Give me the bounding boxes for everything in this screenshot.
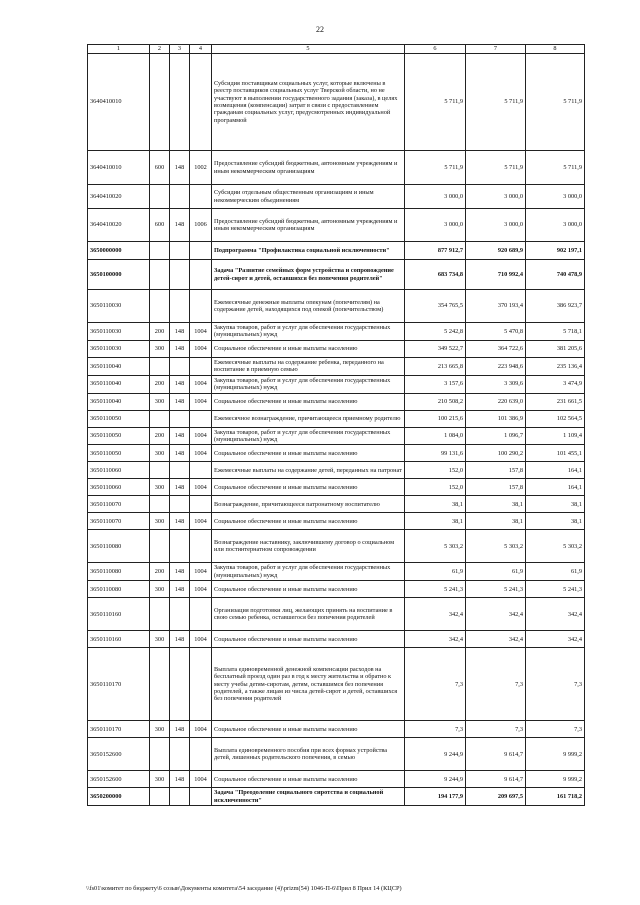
section-code-cell: 1004	[190, 445, 212, 462]
amount-year-1-cell: 354 765,5	[405, 290, 466, 323]
amount-year-2-cell: 61,9	[466, 563, 526, 581]
expense-type-cell	[150, 410, 170, 427]
section-code-cell: 1006	[190, 209, 212, 242]
section-code-cell	[190, 357, 212, 375]
expense-type-cell: 300	[150, 513, 170, 530]
description-cell: Ежемесячные выплаты на содержание ребенка, переданного на воспитание в приемную семью	[212, 357, 405, 375]
header-cell: 2	[150, 45, 170, 54]
table-row	[88, 462, 585, 479]
admin-code-cell	[170, 410, 190, 427]
description-cell: Закупка товаров, работ и услуг для обеспечения государственных (муниципальных) нужд	[212, 427, 405, 445]
table-row	[88, 598, 585, 631]
section-code-cell: 1004	[190, 513, 212, 530]
amount-year-1-cell: 3 000,0	[405, 185, 466, 209]
table-row	[88, 631, 585, 648]
admin-code-cell: 148	[170, 209, 190, 242]
amount-year-2-cell: 364 722,6	[466, 340, 526, 357]
page-number: 22	[316, 25, 324, 34]
budget-code-cell: 3650110040	[88, 357, 150, 375]
amount-year-1-cell: 683 734,8	[405, 260, 466, 290]
admin-code-cell	[170, 54, 190, 151]
table-row	[88, 581, 585, 598]
budget-code-cell: 3640410010	[88, 151, 150, 185]
table-row	[88, 563, 585, 581]
description-cell: Социальное обеспечение и иные выплаты населению	[212, 393, 405, 410]
amount-year-1-cell: 194 177,9	[405, 788, 466, 806]
expense-type-cell: 300	[150, 721, 170, 738]
section-code-cell: 1004	[190, 427, 212, 445]
amount-year-2-cell: 5 241,3	[466, 581, 526, 598]
expense-type-cell	[150, 290, 170, 323]
expense-type-cell	[150, 462, 170, 479]
budget-code-cell: 3650110050	[88, 410, 150, 427]
section-code-cell	[190, 410, 212, 427]
table-row	[88, 357, 585, 375]
budget-code-cell: 3650110030	[88, 340, 150, 357]
amount-year-3-cell: 235 136,4	[526, 357, 585, 375]
amount-year-2-cell: 38,1	[466, 513, 526, 530]
section-code-cell	[190, 260, 212, 290]
description-cell: Субсидии отдельным общественным организациям и иным некоммерческим объединениям	[212, 185, 405, 209]
budget-code-cell: 3650000000	[88, 242, 150, 260]
amount-year-2-cell: 920 689,9	[466, 242, 526, 260]
budget-code-cell: 3650110070	[88, 496, 150, 513]
amount-year-2-cell: 223 948,6	[466, 357, 526, 375]
amount-year-1-cell: 213 665,8	[405, 357, 466, 375]
expense-type-cell: 300	[150, 393, 170, 410]
amount-year-1-cell: 1 084,0	[405, 427, 466, 445]
description-cell: Социальное обеспечение и иные выплаты населению	[212, 513, 405, 530]
amount-year-3-cell: 5 241,3	[526, 581, 585, 598]
admin-code-cell	[170, 738, 190, 771]
header-cell: 6	[405, 45, 466, 54]
description-cell: Социальное обеспечение и иные выплаты населению	[212, 721, 405, 738]
admin-code-cell	[170, 598, 190, 631]
amount-year-3-cell: 5 711,9	[526, 54, 585, 151]
amount-year-3-cell: 7,3	[526, 648, 585, 721]
description-cell: Задача "Преодоление социального сиротства и социальной исключенности"	[212, 788, 405, 806]
expense-type-cell	[150, 260, 170, 290]
section-code-cell	[190, 185, 212, 209]
admin-code-cell: 148	[170, 393, 190, 410]
description-cell: Закупка товаров, работ и услуг для обеспечения государственных (муниципальных) нужд	[212, 375, 405, 393]
amount-year-1-cell: 349 522,7	[405, 340, 466, 357]
table-row	[88, 530, 585, 563]
amount-year-2-cell: 5 711,9	[466, 54, 526, 151]
table-row	[88, 445, 585, 462]
description-cell: Социальное обеспечение и иные выплаты населению	[212, 340, 405, 357]
amount-year-2-cell: 5 470,8	[466, 323, 526, 341]
section-code-cell	[190, 738, 212, 771]
table-row	[88, 375, 585, 393]
table-row	[88, 393, 585, 410]
amount-year-1-cell: 342,4	[405, 598, 466, 631]
amount-year-3-cell: 38,1	[526, 496, 585, 513]
section-code-cell: 1004	[190, 581, 212, 598]
description-cell: Социальное обеспечение и иные выплаты населению	[212, 771, 405, 788]
admin-code-cell: 148	[170, 771, 190, 788]
admin-code-cell: 148	[170, 563, 190, 581]
amount-year-1-cell: 38,1	[405, 496, 466, 513]
amount-year-3-cell: 161 718,2	[526, 788, 585, 806]
amount-year-3-cell: 5 303,2	[526, 530, 585, 563]
admin-code-cell: 148	[170, 151, 190, 185]
admin-code-cell: 148	[170, 375, 190, 393]
table-row	[88, 54, 585, 151]
section-code-cell	[190, 462, 212, 479]
amount-year-3-cell: 3 474,9	[526, 375, 585, 393]
section-code-cell: 1004	[190, 393, 212, 410]
amount-year-3-cell: 902 197,1	[526, 242, 585, 260]
section-code-cell	[190, 530, 212, 563]
amount-year-3-cell: 386 923,7	[526, 290, 585, 323]
table-row	[88, 290, 585, 323]
amount-year-1-cell: 3 000,0	[405, 209, 466, 242]
table-row	[88, 340, 585, 357]
amount-year-1-cell: 7,3	[405, 721, 466, 738]
amount-year-3-cell: 7,3	[526, 721, 585, 738]
amount-year-1-cell: 152,0	[405, 462, 466, 479]
section-code-cell: 1004	[190, 340, 212, 357]
section-code-cell	[190, 242, 212, 260]
table-row	[88, 410, 585, 427]
description-cell: Ежемесячное вознаграждение, причитающееся приемному родителю	[212, 410, 405, 427]
budget-code-cell: 3640410010	[88, 54, 150, 151]
amount-year-1-cell: 9 244,9	[405, 738, 466, 771]
table-row	[88, 788, 585, 806]
amount-year-2-cell: 101 386,9	[466, 410, 526, 427]
amount-year-2-cell: 7,3	[466, 721, 526, 738]
amount-year-3-cell: 164,1	[526, 462, 585, 479]
section-code-cell	[190, 788, 212, 806]
budget-code-cell: 3650100000	[88, 260, 150, 290]
admin-code-cell: 148	[170, 479, 190, 496]
admin-code-cell	[170, 357, 190, 375]
section-code-cell: 1004	[190, 631, 212, 648]
section-code-cell: 1004	[190, 563, 212, 581]
description-cell: Закупка товаров, работ и услуг для обеспечения государственных (муниципальных) нужд	[212, 323, 405, 341]
amount-year-3-cell: 5 718,1	[526, 323, 585, 341]
section-code-cell	[190, 290, 212, 323]
admin-code-cell	[170, 260, 190, 290]
expense-type-cell	[150, 530, 170, 563]
budget-code-cell: 3650110170	[88, 721, 150, 738]
admin-code-cell: 148	[170, 631, 190, 648]
amount-year-2-cell: 3 309,6	[466, 375, 526, 393]
admin-code-cell: 148	[170, 513, 190, 530]
table-row	[88, 323, 585, 341]
budget-code-cell: 3650152600	[88, 771, 150, 788]
header-cell: 4	[190, 45, 212, 54]
amount-year-3-cell: 38,1	[526, 513, 585, 530]
budget-code-cell: 3650110160	[88, 631, 150, 648]
amount-year-3-cell: 102 564,5	[526, 410, 585, 427]
section-code-cell	[190, 648, 212, 721]
admin-code-cell	[170, 530, 190, 563]
admin-code-cell: 148	[170, 721, 190, 738]
amount-year-1-cell: 210 508,2	[405, 393, 466, 410]
admin-code-cell	[170, 290, 190, 323]
amount-year-2-cell: 9 614,7	[466, 738, 526, 771]
section-code-cell: 1004	[190, 479, 212, 496]
amount-year-3-cell: 3 000,0	[526, 185, 585, 209]
budget-code-cell: 3650110080	[88, 563, 150, 581]
amount-year-1-cell: 7,3	[405, 648, 466, 721]
amount-year-1-cell: 5 711,9	[405, 54, 466, 151]
description-cell: Социальное обеспечение и иные выплаты населению	[212, 445, 405, 462]
budget-table	[87, 44, 585, 806]
expense-type-cell: 200	[150, 563, 170, 581]
table-row	[88, 185, 585, 209]
expense-type-cell	[150, 185, 170, 209]
amount-year-1-cell: 5 711,9	[405, 151, 466, 185]
amount-year-1-cell: 5 241,3	[405, 581, 466, 598]
amount-year-1-cell: 38,1	[405, 513, 466, 530]
amount-year-1-cell: 877 912,7	[405, 242, 466, 260]
amount-year-2-cell: 342,4	[466, 631, 526, 648]
amount-year-2-cell: 100 290,2	[466, 445, 526, 462]
description-cell: Вознаграждение наставнику, заключившему договор о социальном или постинтернатном сопровождении	[212, 530, 405, 563]
expense-type-cell: 300	[150, 581, 170, 598]
budget-code-cell: 3650110030	[88, 323, 150, 341]
table-row	[88, 771, 585, 788]
amount-year-3-cell: 231 661,5	[526, 393, 585, 410]
table-row	[88, 479, 585, 496]
budget-code-cell: 3650110080	[88, 581, 150, 598]
table-row	[88, 427, 585, 445]
table-row	[88, 738, 585, 771]
header-cell: 3	[170, 45, 190, 54]
expense-type-cell: 300	[150, 445, 170, 462]
header-cell: 7	[466, 45, 526, 54]
amount-year-2-cell: 7,3	[466, 648, 526, 721]
budget-code-cell: 3650110040	[88, 375, 150, 393]
amount-year-3-cell: 342,4	[526, 631, 585, 648]
budget-code-cell: 3650110060	[88, 462, 150, 479]
admin-code-cell	[170, 788, 190, 806]
admin-code-cell: 148	[170, 445, 190, 462]
table-body	[88, 54, 585, 806]
description-cell: Вознаграждение, причитающееся патронатному воспитателю	[212, 496, 405, 513]
amount-year-1-cell: 5 242,8	[405, 323, 466, 341]
amount-year-2-cell: 3 000,0	[466, 185, 526, 209]
amount-year-3-cell: 381 205,6	[526, 340, 585, 357]
budget-code-cell: 3650110040	[88, 393, 150, 410]
budget-code-cell: 3640410020	[88, 209, 150, 242]
table-row	[88, 209, 585, 242]
amount-year-2-cell: 157,8	[466, 479, 526, 496]
admin-code-cell: 148	[170, 581, 190, 598]
section-code-cell: 1004	[190, 771, 212, 788]
admin-code-cell: 148	[170, 427, 190, 445]
description-cell: Социальное обеспечение и иные выплаты населению	[212, 631, 405, 648]
amount-year-2-cell: 342,4	[466, 598, 526, 631]
expense-type-cell: 300	[150, 479, 170, 496]
amount-year-2-cell: 710 992,4	[466, 260, 526, 290]
admin-code-cell	[170, 648, 190, 721]
expense-type-cell: 300	[150, 631, 170, 648]
expense-type-cell	[150, 242, 170, 260]
admin-code-cell	[170, 185, 190, 209]
budget-code-cell: 3650110060	[88, 479, 150, 496]
amount-year-1-cell: 5 303,2	[405, 530, 466, 563]
description-cell: Выплата единовременной денежной компенсации расходов на бесплатный проезд один раз в год к месту жительства и обратно к месту учебы детям-сиротам, детям, оставшимся без попечения родителей, а также лицам из числа детей-сирот и детей, оставшихся без попечения родителей	[212, 648, 405, 721]
description-cell: Субсидия поставщикам социальных услуг, которые включены в реестр поставщиков социальных услуг Тверской области, но не участвуют в выполнении государственного задания (заказа), в целях возмещения (компенсации) затрат в связи с предоставлением гражданам социальных услуг, предусмотренных индивидуальной программой	[212, 54, 405, 151]
budget-code-cell: 3650110160	[88, 598, 150, 631]
description-cell: Задача "Развитие семейных форм устройства и сопровождение детей-сирот и детей, оставшихся без попечения родителей"	[212, 260, 405, 290]
description-cell: Ежемесячные выплаты на содержание детей, переданных на патронат	[212, 462, 405, 479]
table-row	[88, 648, 585, 721]
budget-code-cell: 3650152600	[88, 738, 150, 771]
admin-code-cell	[170, 496, 190, 513]
amount-year-3-cell: 9 999,2	[526, 771, 585, 788]
expense-type-cell	[150, 788, 170, 806]
expense-type-cell	[150, 648, 170, 721]
budget-code-cell: 3650110030	[88, 290, 150, 323]
amount-year-2-cell: 1 096,7	[466, 427, 526, 445]
description-cell: Ежемесячные денежные выплаты опекунам (попечителям) на содержание детей, находящихся под опекой (попечительством)	[212, 290, 405, 323]
section-code-cell: 1002	[190, 151, 212, 185]
amount-year-2-cell: 209 697,5	[466, 788, 526, 806]
admin-code-cell: 148	[170, 340, 190, 357]
amount-year-1-cell: 3 157,6	[405, 375, 466, 393]
description-cell: Социальное обеспечение и иные выплаты населению	[212, 581, 405, 598]
amount-year-3-cell: 164,1	[526, 479, 585, 496]
admin-code-cell: 148	[170, 323, 190, 341]
description-cell: Социальное обеспечение и иные выплаты населению	[212, 479, 405, 496]
amount-year-3-cell: 740 478,9	[526, 260, 585, 290]
amount-year-1-cell: 342,4	[405, 631, 466, 648]
description-cell: Организация подготовки лиц, желающих принять на воспитание в свою семью ребенка, оставшегося без попечения родителей	[212, 598, 405, 631]
expense-type-cell: 200	[150, 375, 170, 393]
description-cell: Закупка товаров, работ и услуг для обеспечения государственных (муниципальных) нужд	[212, 563, 405, 581]
description-cell: Подпрограмма "Профилактика социальной исключенности"	[212, 242, 405, 260]
expense-type-cell: 300	[150, 771, 170, 788]
amount-year-1-cell: 152,0	[405, 479, 466, 496]
amount-year-2-cell: 5 711,9	[466, 151, 526, 185]
expense-type-cell	[150, 496, 170, 513]
admin-code-cell	[170, 242, 190, 260]
expense-type-cell	[150, 738, 170, 771]
section-code-cell: 1004	[190, 721, 212, 738]
table-row	[88, 151, 585, 185]
budget-code-cell: 3650200000	[88, 788, 150, 806]
expense-type-cell	[150, 357, 170, 375]
header-row	[88, 45, 585, 54]
budget-code-cell: 3650110050	[88, 427, 150, 445]
amount-year-3-cell: 101 455,1	[526, 445, 585, 462]
table-row	[88, 496, 585, 513]
section-code-cell	[190, 598, 212, 631]
description-cell: Выплата единовременного пособия при всех формах устройства детей, лишенных родительского попечения, в семью	[212, 738, 405, 771]
expense-type-cell: 200	[150, 427, 170, 445]
section-code-cell	[190, 54, 212, 151]
footer-file-path: \\fs01\комитет по бюджету\6 созыв\Документы комитета\54 заседание (4)\prizm(54) 1046-П-6\Прил 8 Прил 14 (КЦСР)	[86, 885, 402, 892]
amount-year-1-cell: 9 244,9	[405, 771, 466, 788]
budget-code-cell: 3650110080	[88, 530, 150, 563]
table-row	[88, 513, 585, 530]
amount-year-3-cell: 61,9	[526, 563, 585, 581]
expense-type-cell	[150, 598, 170, 631]
budget-code-cell: 3650110050	[88, 445, 150, 462]
budget-code-cell: 3650110170	[88, 648, 150, 721]
expense-type-cell: 200	[150, 323, 170, 341]
amount-year-2-cell: 370 193,4	[466, 290, 526, 323]
section-code-cell	[190, 496, 212, 513]
amount-year-2-cell: 9 614,7	[466, 771, 526, 788]
section-code-cell: 1004	[190, 323, 212, 341]
amount-year-3-cell: 5 711,9	[526, 151, 585, 185]
expense-type-cell: 600	[150, 209, 170, 242]
table-row	[88, 242, 585, 260]
table-row	[88, 721, 585, 738]
description-cell: Предоставление субсидий бюджетным, автономным учреждениям и иным некоммерческим организациям	[212, 151, 405, 185]
header-cell: 1	[88, 45, 150, 54]
amount-year-1-cell: 61,9	[405, 563, 466, 581]
header-cell: 5	[212, 45, 405, 54]
expense-type-cell: 300	[150, 340, 170, 357]
amount-year-3-cell: 9 999,2	[526, 738, 585, 771]
budget-code-cell: 3640410020	[88, 185, 150, 209]
amount-year-2-cell: 5 303,2	[466, 530, 526, 563]
amount-year-3-cell: 342,4	[526, 598, 585, 631]
amount-year-3-cell: 3 000,0	[526, 209, 585, 242]
table-row	[88, 260, 585, 290]
amount-year-2-cell: 38,1	[466, 496, 526, 513]
amount-year-1-cell: 99 131,6	[405, 445, 466, 462]
expense-type-cell	[150, 54, 170, 151]
budget-code-cell: 3650110070	[88, 513, 150, 530]
expense-type-cell: 600	[150, 151, 170, 185]
amount-year-1-cell: 100 215,6	[405, 410, 466, 427]
section-code-cell: 1004	[190, 375, 212, 393]
amount-year-2-cell: 220 639,0	[466, 393, 526, 410]
admin-code-cell	[170, 462, 190, 479]
amount-year-2-cell: 3 000,0	[466, 209, 526, 242]
header-cell: 8	[526, 45, 585, 54]
amount-year-3-cell: 1 109,4	[526, 427, 585, 445]
amount-year-2-cell: 157,8	[466, 462, 526, 479]
description-cell: Предоставление субсидий бюджетным, автономным учреждениям и иным некоммерческим организациям	[212, 209, 405, 242]
